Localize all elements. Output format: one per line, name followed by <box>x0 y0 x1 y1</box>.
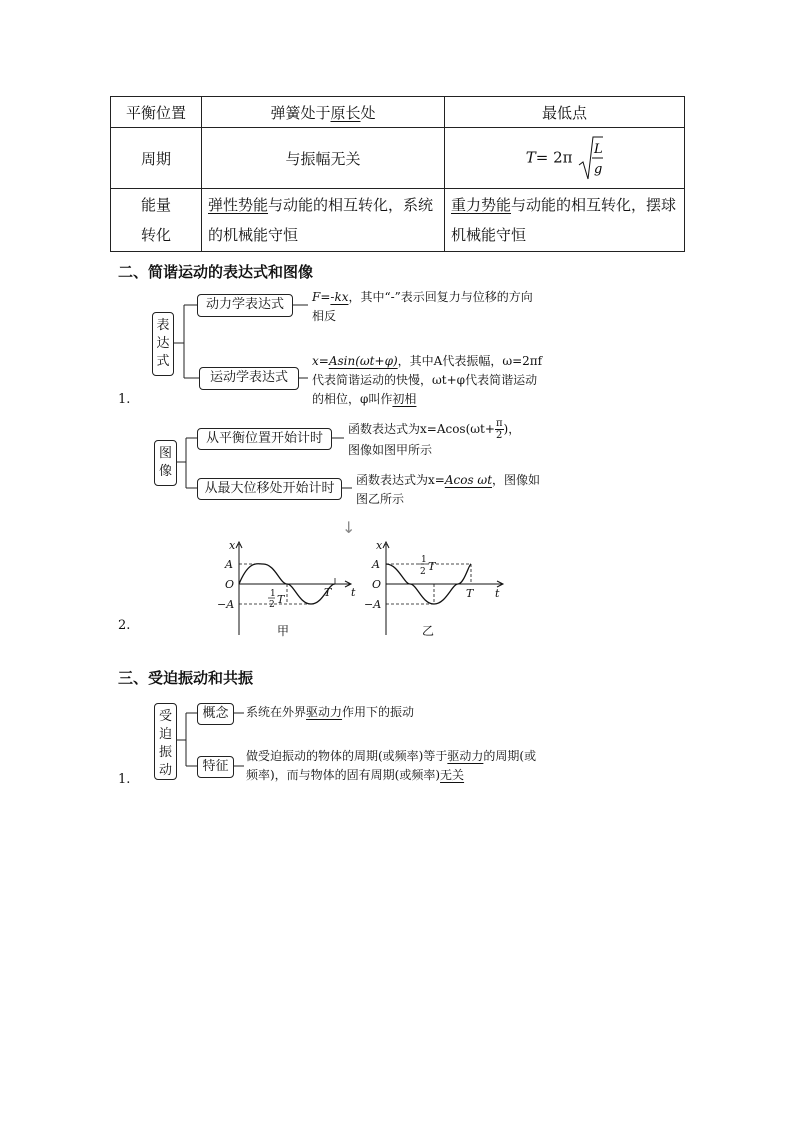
underlined-answer: 驱动力 <box>306 705 343 719</box>
forced-vibration-root-box <box>154 703 177 780</box>
label-half-T: T <box>428 560 436 573</box>
from-equilibrium-text <box>348 418 548 460</box>
cell-text: 与动能的相互转化，摆球机械能守恒 <box>451 196 677 244</box>
label-O: O <box>372 578 382 591</box>
down-arrow-icon: ↓ <box>342 518 356 537</box>
row-label: 转化 <box>140 226 171 244</box>
from-max-displacement-text <box>356 471 548 509</box>
fraction-top: π <box>495 418 503 429</box>
cell-text: 最低点 <box>541 103 587 122</box>
concept-box: 概念 <box>197 703 234 725</box>
row-label: 周期 <box>140 149 171 168</box>
cell-text: 与振幅无关 <box>285 149 361 168</box>
caption-yi: 乙 <box>422 624 435 638</box>
underlined-answer: 重力势能 <box>451 196 512 214</box>
label-negA: −A <box>217 598 235 611</box>
text-part: 图像如图甲所示 <box>348 443 433 457</box>
text-part: ，其中“-”表示回复力与位移的方向相反 <box>312 290 533 323</box>
row-label: 平衡位置 <box>125 103 186 122</box>
item-number: 1. <box>118 392 131 407</box>
underlined-answer: -kx <box>330 290 349 304</box>
text-part: 作用下的振动 <box>342 705 415 719</box>
axis-label-x: x <box>229 539 236 552</box>
label-half-den: 2 <box>420 567 426 577</box>
formula-eq: = 2π <box>535 148 573 167</box>
root-label: 表达式 <box>156 318 170 369</box>
feature-text <box>246 747 548 785</box>
section-title: 二、简谐运动的表达式和图像 <box>118 263 314 281</box>
caption-jia: 甲 <box>277 624 290 638</box>
cell-text: 处 <box>360 103 376 122</box>
label-O: O <box>225 578 235 591</box>
item-number: 2. <box>118 618 131 633</box>
label-A: A <box>225 558 233 571</box>
formula-L: L <box>594 142 603 157</box>
cell-text: 与动能的相互转化，系统的机械能守恒 <box>208 196 434 244</box>
text-part: ，其中A代表振幅，ω=2πf代表简谐运动的快慢，ωt+φ代表简谐运动的相位，φ叫作 <box>312 354 543 406</box>
underlined-answer: 无关 <box>440 768 465 782</box>
fraction <box>495 418 504 441</box>
axis-label-t: t <box>351 586 356 599</box>
item-number: 1. <box>118 772 131 787</box>
axis-label-x: x <box>376 539 383 552</box>
text-part: F= <box>312 290 331 304</box>
concept-text <box>246 703 546 722</box>
from-equilibrium-box: 从平衡位置开始计时 <box>197 428 332 450</box>
underlined-answer: 弹性势能 <box>208 196 269 214</box>
dynamics-expression-text <box>312 288 544 326</box>
formula-T: T <box>525 148 536 167</box>
fraction-bottom: 2 <box>496 430 503 441</box>
text-part: 的周期(或频率)，而与物体的固有周期(或频率) <box>246 749 537 782</box>
feature-box: 特征 <box>197 756 234 778</box>
label-A: A <box>372 558 380 571</box>
underlined-answer: Acos ωt <box>444 473 493 487</box>
root-label: 图像 <box>158 446 172 479</box>
text-part: 函数表达式为x=Acos(ωt+ <box>348 422 495 436</box>
expression-root-box <box>152 312 174 376</box>
formula-g: g <box>594 162 603 177</box>
axis-label-t: t <box>495 587 500 600</box>
label-half-den: 2 <box>269 600 275 610</box>
row-label: 能量 <box>140 196 171 214</box>
text-part: )， <box>503 422 521 436</box>
image-root-box <box>154 440 177 486</box>
label-negA: −A <box>364 598 382 611</box>
oscillation-graphs <box>212 538 522 638</box>
label-half-num: 1 <box>421 555 427 565</box>
text-part: x= <box>312 354 329 368</box>
label-T: T <box>324 586 332 599</box>
root-label: 受迫振动 <box>158 709 172 778</box>
text-part: ，图像如图乙所示 <box>356 473 541 506</box>
graph-yi <box>364 539 503 638</box>
text-part: 做受迫振动的物体的周期(或频率)等于 <box>246 749 448 763</box>
dynamics-expression-box: 动力学表达式 <box>197 294 293 317</box>
underlined-answer: 初相 <box>392 392 417 406</box>
kinematics-expression-box: 运动学表达式 <box>199 367 299 390</box>
kinematics-expression-text <box>312 352 546 409</box>
label-half-T: T <box>277 593 285 606</box>
text-part: 函数表达式为x= <box>356 473 445 487</box>
underlined-answer: 原长 <box>330 103 361 122</box>
underlined-answer: Asin(ωt+φ) <box>328 354 398 368</box>
text-part: 系统在外界 <box>246 705 307 719</box>
graph-jia <box>217 539 356 638</box>
section-title: 三、受迫振动和共振 <box>118 669 254 687</box>
underlined-answer: 驱动力 <box>447 749 484 763</box>
label-half-num: 1 <box>270 589 276 599</box>
label-T: T <box>466 587 474 600</box>
cell-text: 弹簧处于 <box>270 103 331 122</box>
from-max-displacement-box: 从最大位移处开始计时 <box>197 478 342 500</box>
